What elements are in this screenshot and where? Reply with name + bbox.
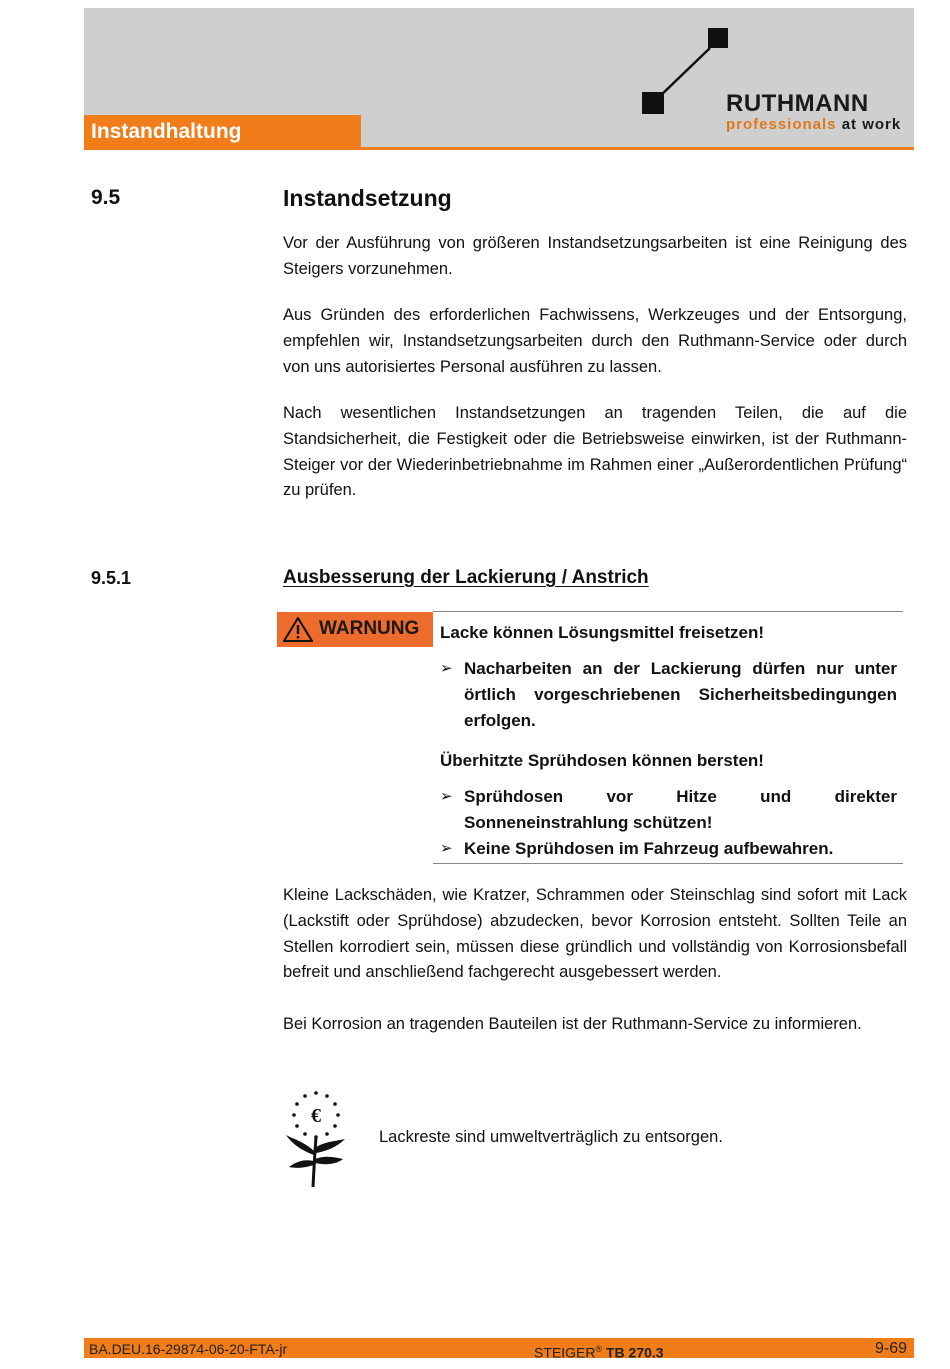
paragraph: Nach wesentlichen Instandsetzungen an tragenden Teilen, die auf die Standsicherheit, die Festigkeit oder die Betriebsweise einwirken, ist der Ruthmann-Steiger vor der Wiederinbetriebnahme im Rahmen einer „Außerordentlichen Prüfung“ zu prüfen. [283,404,907,500]
page-number: 9-69 [874,1340,907,1357]
warning-triangle-icon [283,617,313,642]
subsection-title: Ausbesserung der Lackierung / Anstrich [283,567,649,588]
subsection-number: 9.5.1 [91,568,132,588]
warning-measure-text: Nacharbeiten an der Lackierung dürfen nur unter örtlich vorgeschriebenen Sicherheitsbedingungen erfolgen. [464,659,897,730]
section-tab: Instandhaltung [84,115,361,148]
paragraph: Bei Korrosion an tragenden Bauteilen ist der Ruthmann-Service zu informieren. [283,1015,862,1033]
registered-mark: ® [595,1344,603,1354]
paragraph: Kleine Lackschäden, wie Kratzer, Schrammen oder Steinschlag sind sofort mit Lack (Lackstift oder Sprühdose) abzudecken, bevor Korrosion entsteht. Sollten Teile an Stellen korrodiert sein, müssen diese gründlich und vollständig von Korrosionsbefall befreit und anschließend fachgerecht ausgebessert werden. [283,886,907,982]
warning-measure [440,656,897,733]
paragraph: Vor der Ausführung von größeren Instandsetzungsarbeiten ist eine Reinigung des Steigers vorzunehmen. [283,234,907,278]
footer-product-prefix: STEIGER [534,1344,596,1361]
section-title: Instandsetzung [283,185,452,211]
footer-doc-id: BA.DEU.16-29874-06-20-FTA-jr [89,1341,288,1357]
warning-measure [440,784,897,836]
eco-note: Lackreste sind umweltverträglich zu entsorgen. [379,1128,723,1146]
footer-product-model: TB 270.3 [606,1344,664,1361]
header-underline [84,147,914,150]
footer-product [534,1339,664,1363]
warning-rule-bottom [433,863,903,864]
warning-badge [277,612,433,647]
arrow-bullet-icon: ➢ [440,660,453,677]
warning-rule-top [433,611,903,612]
arrow-bullet-icon: ➢ [440,840,453,857]
brand-tagline-a: professionals [726,116,837,133]
paragraph: Aus Gründen des erforderlichen Fachwissens, Werkzeuges und der Entsorgung, empfehlen wir, Instandsetzungsarbeiten durch den Ruthmann-Service oder durch von uns autorisiertes Personal ausführen zu lassen. [283,306,907,376]
brand-name: RUTHMANN [726,90,869,117]
ruthmann-logo-icon [642,28,732,118]
footer-band [84,1338,914,1361]
eu-ecolabel-flower-icon [283,1089,349,1189]
warning-measure-text: Keine Sprühdosen im Fahrzeug aufbewahren. [464,839,834,858]
warning-hazard: Überhitzte Sprühdosen können bersten! [440,751,764,770]
arrow-bullet-icon: ➢ [440,788,453,805]
warning-measure [440,836,897,862]
section-number: 9.5 [91,186,121,209]
warning-hazard: Lacke können Lösungsmittel freisetzen! [440,623,765,642]
warning-label: WARNUNG [319,618,420,639]
warning-measure-text: Sprühdosen vor Hitze und direkter Sonneneinstrahlung schützen! [464,787,897,832]
brand-tagline [726,116,901,133]
svg-text:€: € [311,1105,321,1127]
brand-tagline-b: at work [841,116,902,133]
